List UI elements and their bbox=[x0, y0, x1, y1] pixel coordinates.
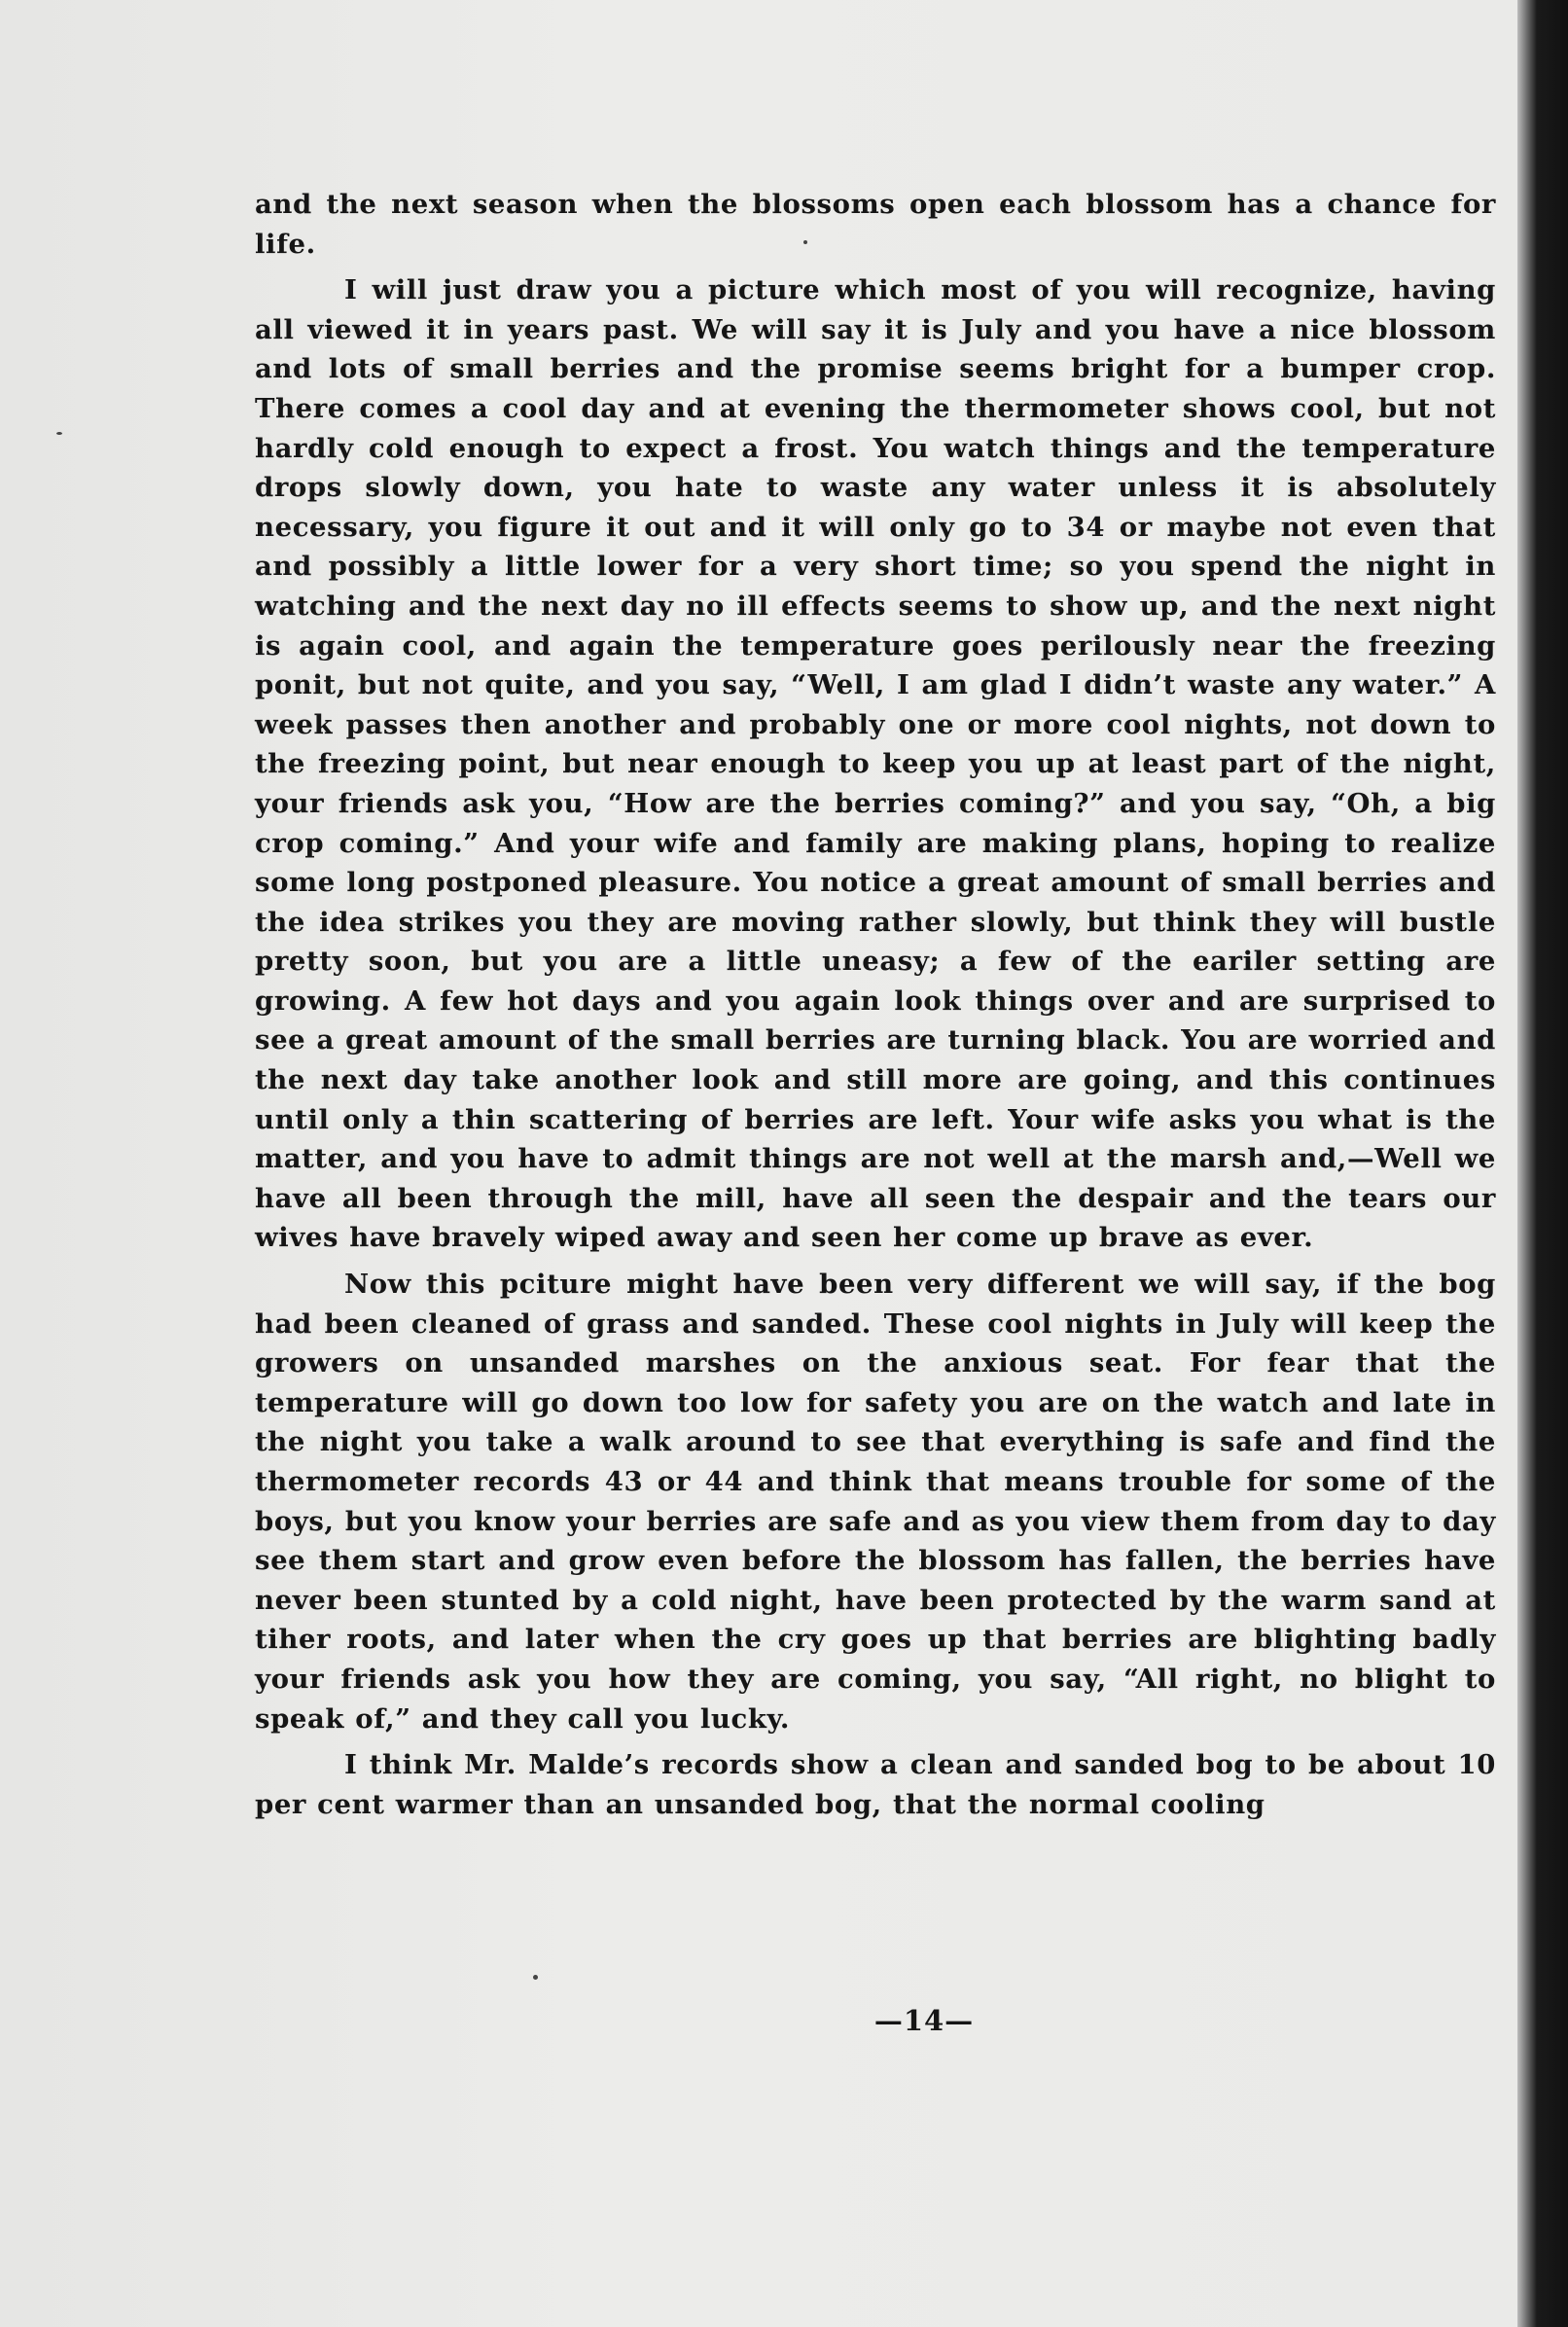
print-speck bbox=[803, 240, 807, 244]
paragraph-sanded-bog: Now this pciture might have been very different we will say, if the bog had been cleaned of grass and sanded. These cool nights in July will keep the growers on unsanded marshes on the anxious seat. For fear that the temperature will go down too low for safety you are on the watch and late in the night you take a walk around to see that everything is safe and find the thermometer records 43 or 44 and think that means trouble for some of the boys, but you know your berries are safe and as you view them from day to day see them start and grow even before the blossom has fallen, the berries have never been stunted by a cold night, have been protected by the warm sand at tiher roots, and later when the cry goes up that berries are blighting badly your friends ask you how they are coming, you say, “All right, no blight to speak of,” and they call you lucky. bbox=[255, 1269, 1496, 1735]
paragraph-records: I think Mr. Malde’s records show a clean and sanded bog to be about 10 per cent warmer than an unsanded bog, that the normal cooling bbox=[255, 1749, 1496, 1820]
print-speck bbox=[56, 432, 62, 435]
paragraph-picture: I will just draw you a picture which most of you will recognize, having all viewed it in years past. We will say it is July and you have a nice blossom and lots of small berries and the promise seems bright for a bumper crop. There comes a cool day and at evening the thermometer shows cool, but not hardly cold enough to expect a frost. You watch things and the temperature drops slowly down, you hate to waste any water unless it is absolutely necessary, you figure it out and it will only go to 34 or maybe not even that and possibly a little lower for a very short time; so you spend the night in watching and the next day no ill effects seems to show up, and the next night is again cool, and again the temperature goes perilously near the freezing ponit, but not quite, and you say, “Well, I am glad I didn’t waste any water.” A week passes then another and probably one or more cool nights, not down to the freezing point, but near enough to keep you up at least part of the night, your friends ask you, “How are the berries coming?” and you say, “Oh, a big crop coming.” And your wife and family are making plans, hoping to realize some long postponed pleasure. You notice a great amount of small berries and the idea strikes you they are moving rather slowly, but think they will bustle pretty soon, but you are a little uneasy; a few of the eariler setting are growing. A few hot days and you again look things over and are surprised to see a great amount of the small berries are turning black. You are worried and the next day take another look and still more are going, and this continues until only a thin scattering of berries are left. Your wife asks you what is the matter, and you have to admit things are not well at the marsh and,—Well we have all been through the mill, have all seen the despair and the tears our wives have bravely wiped away and seen her come up brave as ever. bbox=[255, 274, 1496, 1254]
page-number: —14— bbox=[873, 2004, 975, 2037]
print-speck bbox=[533, 1975, 538, 1980]
paragraph-continuation: and the next season when the blossoms open each blossom has a chance for life. bbox=[255, 189, 1496, 260]
body-text bbox=[255, 185, 1496, 1824]
scan-edge-shadow bbox=[1517, 0, 1568, 2327]
